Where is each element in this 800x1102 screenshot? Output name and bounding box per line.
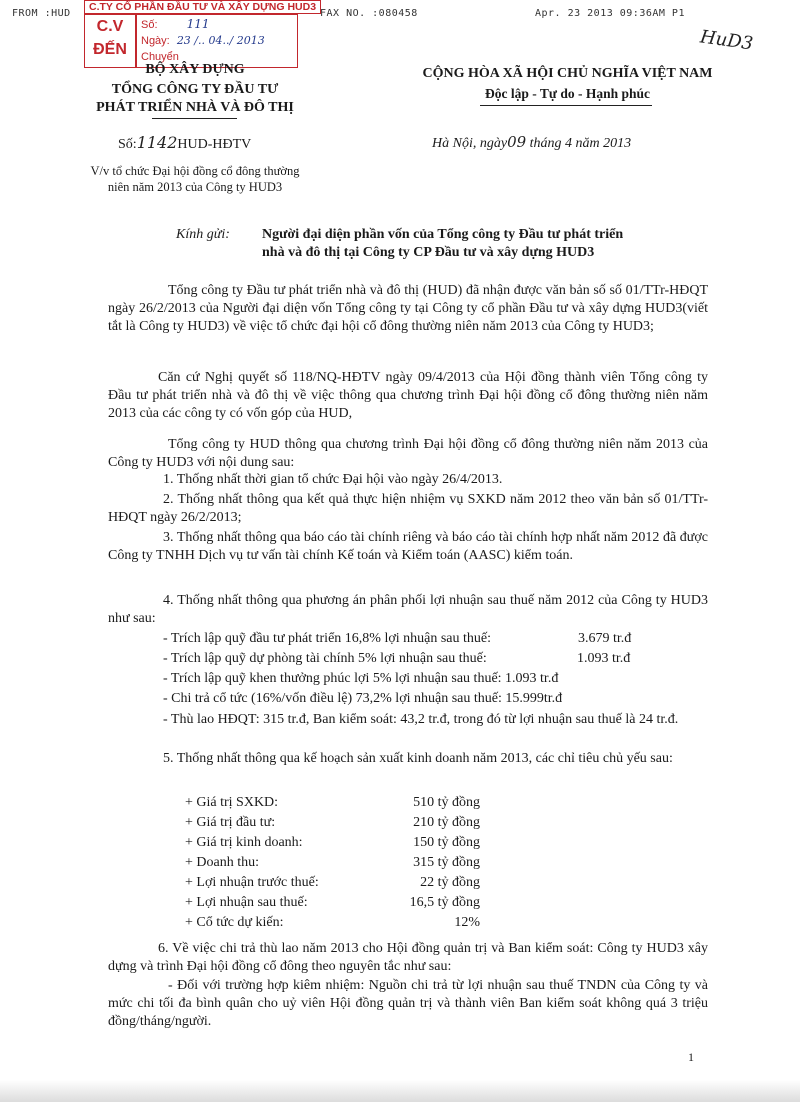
handwritten-note: HuD3 (698, 26, 755, 55)
kpi-name: + Lợi nhuận trước thuế: (185, 875, 319, 890)
kpi-name: + Cổ tức dự kiến: (185, 915, 284, 930)
ministry-name: BỘ XÂY DỰNG (145, 62, 245, 77)
paragraph-2: Căn cứ Nghị quyết số 118/NQ-HĐTV ngày 09/4/2013 của Hội đồng thành viên Tổng công ty Đầu tư phát triển nhà và đô thị về việc thông qua chương trình Đại hội đồng cổ đông thường niên năm 2013 của các công ty có vốn góp của HUD, (108, 370, 708, 421)
scan-edge-shadow (0, 1080, 800, 1102)
fax-number: FAX NO. :080458 (320, 8, 418, 19)
corp-name-line2: PHÁT TRIỂN NHÀ VÀ ĐÔ THỊ (96, 100, 294, 115)
document-number-suffix: HUD-HĐTV (177, 137, 252, 152)
nation-motto: Độc lập - Tự do - Hạnh phúc (484, 86, 651, 101)
kpi-name: + Giá trị kinh doanh: (185, 835, 303, 850)
left-header-divider (152, 118, 237, 119)
bullet-2-value: 1.093 tr.đ (577, 651, 631, 666)
bullet-2: - Trích lập quỹ dự phòng tài chính 5% lợi nhuận sau thuế: (163, 651, 487, 666)
kpi-value: 12% (454, 915, 480, 930)
recipient-line2: nhà và đô thị tại Công ty CP Đầu tư và xây dựng HUD3 (262, 245, 595, 260)
stamp-so-value: 111 (186, 17, 210, 31)
recipient-label: Kính gửi: (176, 227, 230, 242)
stamp-den: ĐẾN (93, 41, 127, 58)
subject-line2: niên năm 2013 của Công ty HUD3 (107, 180, 283, 194)
kpi-name: + Giá trị đầu tư: (185, 815, 276, 830)
stamp-so-label: Số: (141, 19, 158, 31)
stamp-ngay-value: 23 /.. 04../ 2013 (176, 34, 265, 47)
fax-from: FROM :HUD (12, 8, 71, 19)
place-date (432, 133, 631, 152)
item-4: 4. Thống nhất thông qua phương án phân phối lợi nhuận sau thuế năm 2012 của Công ty HUD3 như sau: (108, 593, 708, 626)
bullet-1: - Trích lập quỹ đầu tư phát triển 16,8% lợi nhuận sau thuế: (163, 631, 492, 646)
item-5: 5. Thống nhất thông qua kế hoạch sản xuất kinh doanh năm 2013, các chỉ tiêu chủ yếu sau: (163, 751, 673, 766)
right-header-divider (480, 105, 652, 106)
stamp-cv-den (84, 14, 136, 68)
item-6-sub: - Đối với trường hợp kiêm nhiệm: Nguồn chi trả từ lợi nhuận sau thuế TNDN của Công ty và mức chi tối đa bình quân cho uỷ viên Hội đồng quản trị và thành viên Ban kiểm soát không quá 3 triệu đồng/tháng/người. (108, 978, 708, 1029)
paragraph-3: Tổng công ty HUD thông qua chương trình Đại hội đồng cổ đông thường niên năm 2013 của Công ty HUD3 với nội dung sau: (108, 437, 708, 470)
kpi-value: 315 tỷ đồng (413, 855, 480, 870)
stamp-chuyen-label: Chuyển (141, 51, 179, 63)
bullet-5: - Thù lao HĐQT: 315 tr.đ, Ban kiểm soát: 43,2 tr.đ, trong đó từ lợi nhuận sau thuế là 24 tr.đ. (163, 712, 679, 727)
document-number-handwritten: 1142 (136, 133, 178, 152)
kpi-value: 510 tỷ đồng (413, 795, 480, 810)
place-date-prefix: Hà Nội, ngày (432, 136, 508, 151)
nation-title: CỘNG HÒA XÃ HỘI CHỦ NGHĨA VIỆT NAM (422, 66, 713, 81)
document-number-prefix: Số: (118, 137, 137, 152)
stamp-cv: C.V (96, 18, 124, 35)
bullet-1-value: 3.679 tr.đ (578, 631, 632, 646)
subject-line1: V/v tổ chức Đại hội đồng cổ đông thường (90, 164, 300, 178)
kpi-value: 210 tỷ đồng (413, 815, 480, 830)
item-2: 2. Thống nhất thông qua kết quả thực hiện nhiệm vụ SXKD năm 2012 theo văn bản số 01/TTr-HĐQT ngày 26/2/2013; (108, 492, 708, 525)
bullet-3: - Trích lập quỹ khen thưởng phúc lợi 5% lợi nhuận sau thuế: 1.093 tr.đ (163, 671, 559, 686)
kpi-value: 22 tỷ đồng (420, 875, 480, 890)
kpi-name: + Giá trị SXKD: (185, 795, 279, 810)
item-1: 1. Thống nhất thời gian tổ chức Đại hội vào ngày 26/4/2013. (163, 472, 503, 487)
kpi-value: 16,5 tỷ đồng (409, 895, 480, 910)
recipient-line1: Người đại diện phần vốn của Tổng công ty Đầu tư phát triển (262, 227, 624, 242)
corp-name-line1: TỔNG CÔNG TY ĐẦU TƯ (111, 82, 279, 97)
item-3: 3. Thống nhất thông qua báo cáo tài chính riêng và báo cáo tài chính hợp nhất năm 2012 đã được Công ty TNHH Dịch vụ tư vấn tài chính Kế toán và Kiểm toán (AASC) kiểm toán. (108, 530, 708, 563)
stamp-details-box (136, 14, 298, 68)
document-number (118, 133, 251, 153)
kpi-name: + Doanh thu: (185, 855, 259, 870)
kpi-name: + Lợi nhuận sau thuế: (185, 895, 308, 910)
fax-datetime: Apr. 23 2013 09:36AM P1 (535, 8, 685, 19)
place-date-day: 09 (507, 133, 527, 151)
subject-block (50, 163, 340, 195)
page-number: 1 (688, 1050, 694, 1064)
place-date-suffix: tháng 4 năm 2013 (529, 136, 632, 151)
stamp-ngay-label: Ngày: (141, 35, 170, 47)
bullet-4: - Chi trả cổ tức (16%/vốn điều lệ) 73,2% lợi nhuận sau thuế: 15.999tr.đ (163, 691, 563, 706)
item-6: 6. Về việc chi trả thù lao năm 2013 cho Hội đồng quản trị và Ban kiểm soát: Công ty HUD3 xây dựng và trình Đại hội đồng cổ đông theo nguyên tắc như sau: (108, 941, 708, 974)
stamp-company-name: C.TY CỔ PHẦN ĐẦU TƯ VÀ XÂY DỰNG HUD3 (84, 0, 321, 14)
kpi-value: 150 tỷ đồng (413, 835, 480, 850)
paragraph-1: Tổng công ty Đầu tư phát triển nhà và đô thị (HUD) đã nhận được văn bản số số 01/TTr-HĐQT ngày 26/2/2013 của Người đại diện vốn Tổng công ty tại Công ty cổ phần Đầu tư và xây dựng HUD3(viết tắt là Công ty HUD3) về việc tổ chức đại hội cổ đông thường niên năm 2013 của Công ty HUD3; (108, 283, 708, 334)
